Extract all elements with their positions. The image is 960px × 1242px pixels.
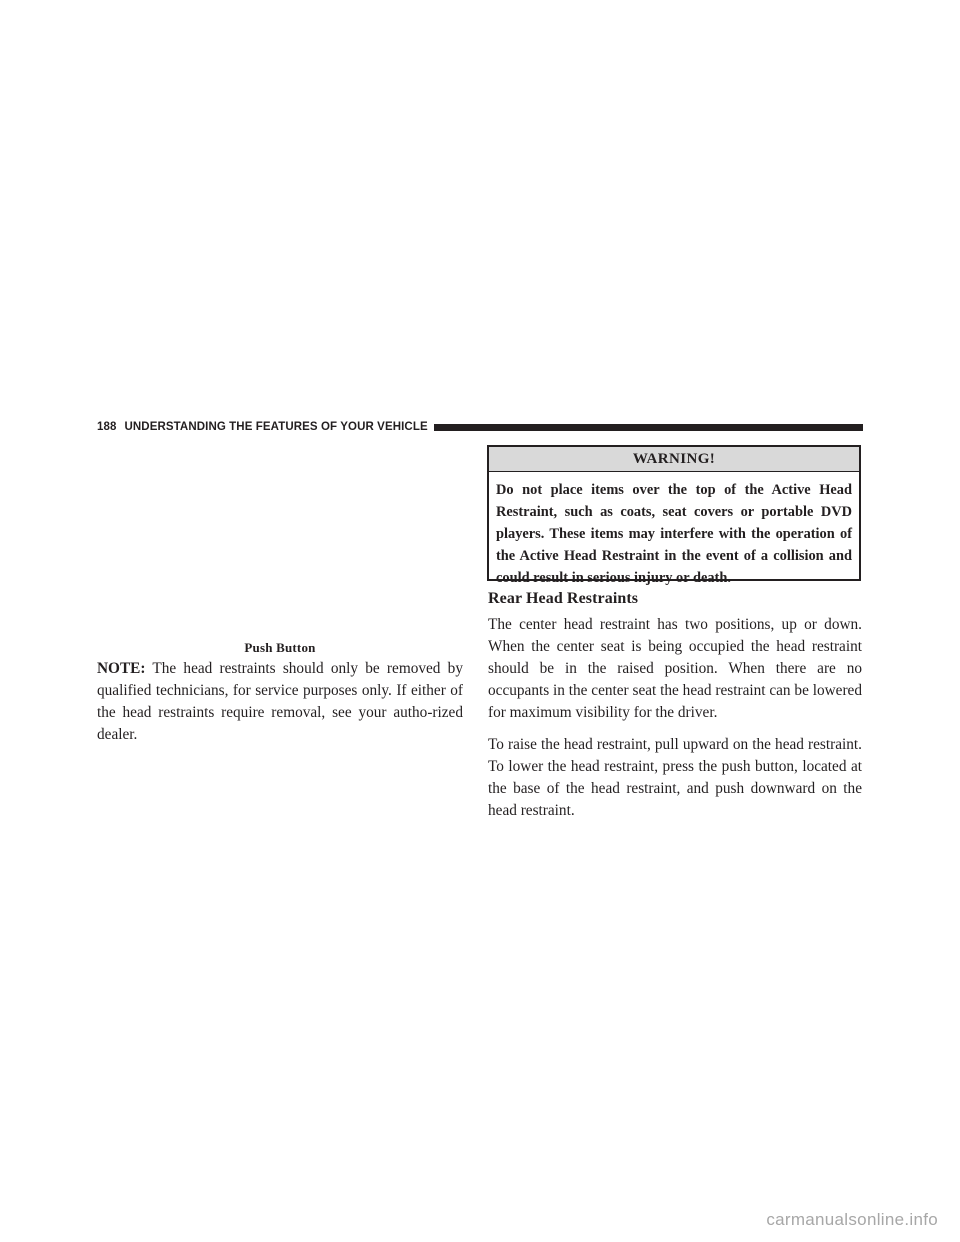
watermark-link[interactable]: carmanualsonline.info [766, 1210, 938, 1229]
warning-title: WARNING! [489, 447, 859, 472]
figure-blank-area [97, 444, 463, 664]
page-number: 188 [97, 421, 117, 433]
header-rule [434, 424, 863, 431]
section-title: UNDERSTANDING THE FEATURES OF YOUR VEHICLE [124, 421, 428, 433]
warning-box [487, 445, 861, 586]
note-text: The head restraints should only be removed by qualified technicians, for service purposes only. If either of the head restraints require removal, see your autho-rized dealer. [97, 660, 463, 743]
warning-text: Do not place items over the top of the Active Head Restraint, such as coats, seat covers or portable DVD players. These items may interfere with the operation of the Active Head Restraint in the event of a collision and could result in serious injury or death. [496, 482, 852, 586]
note-column [97, 658, 463, 746]
rear-paragraph-1: The center head restraint has two positions, up or down. When the center seat is being occupied the head restraint should be in the raised position. When there are no occupants in the center seat the head restraint can be lowered for maximum visibility for the driver. [488, 616, 862, 721]
note-paragraph [97, 658, 463, 746]
rear-paragraph-2: To raise the head restraint, pull upward on the head restraint. To lower the head restraint, press the push button, located at the base of the head restraint, and push downward on the head restraint. [488, 736, 862, 819]
figure-caption: Push Button [244, 640, 316, 655]
note-label: NOTE: [97, 660, 146, 677]
rear-section-body [488, 614, 862, 832]
running-header [97, 419, 863, 435]
rear-head-restraints-heading: Rear Head Restraints [488, 590, 639, 607]
